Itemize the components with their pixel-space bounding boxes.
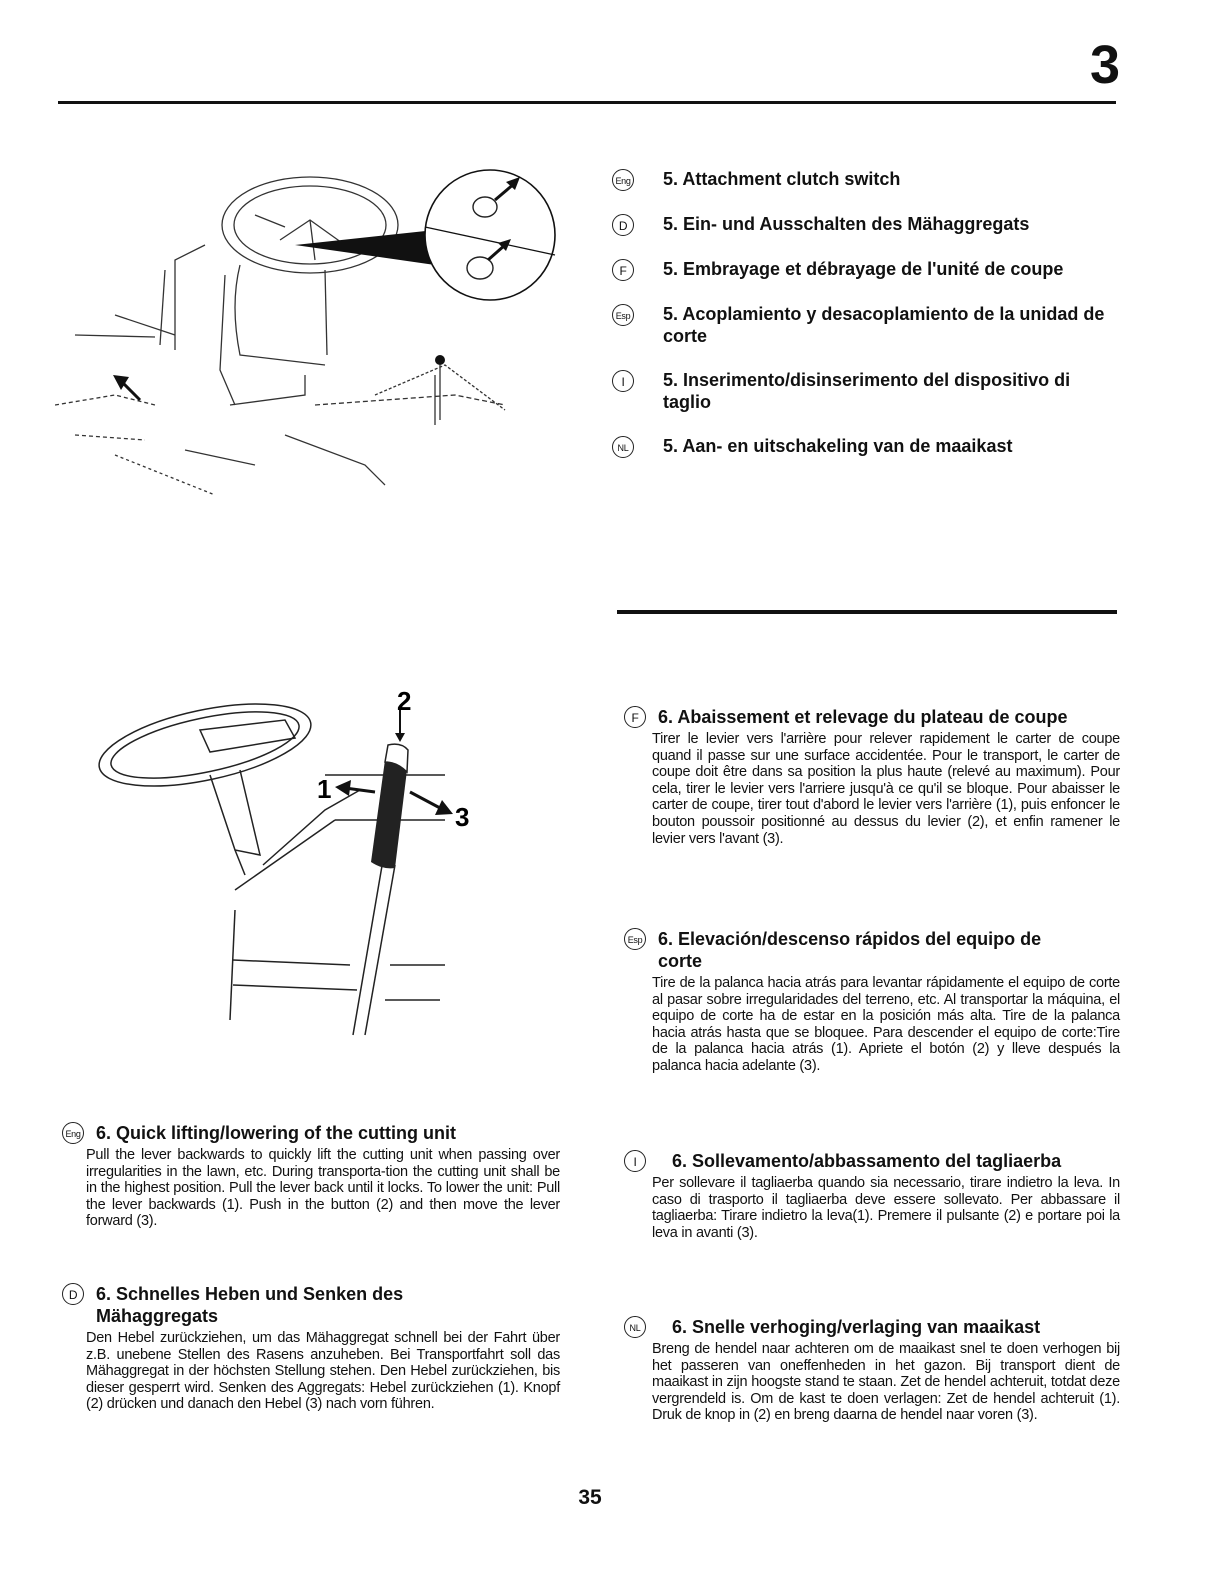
spanish-language-icon: Esp: [624, 928, 646, 950]
section-title: 6. Sollevamento/abbassamento del tagliaerba: [672, 1151, 1062, 1171]
german-language-icon: D: [612, 214, 634, 236]
lever-label-3: 3: [455, 802, 470, 832]
french-language-icon: F: [624, 706, 646, 728]
german-language-icon: D: [62, 1283, 84, 1305]
section-body: Den Hebel zurückziehen, um das Mähaggregat schnell bei der Fahrt über z.B. unebene Stellen des Rasens anzuheben. Bei Transportfahrt soll das Mähaggregat in der höchsten Stellung stehen. Den Hebel zurückziehen, bis dieser gesperrt wird. Senken des Aggregats: Hebel zurückziehen (1). Knopf (2) drücken und danach den Hebel (3) nach vorn führen.: [86, 1330, 560, 1413]
spanish-language-icon: Esp: [612, 304, 634, 326]
heading-title: 5. Ein- und Ausschalten des Mähaggregats: [663, 214, 1030, 234]
section-title: 6. Snelle verhoging/verlaging van maaikast: [672, 1317, 1041, 1337]
section-divider: [617, 610, 1117, 614]
section-title: 6. Elevación/descenso rápidos del equipo de corte: [658, 929, 1042, 971]
section-body: Tire de la palanca hacia atrás para levantar rápidamente el equipo de corte al pasar sobre irregularidades del terreno, etc. Al transportar la máquina, el equipo de corte ha de estar en la posición más alta. Tire de la palanca hacia atrás hasta que se bloquee. Para descender el equipo de corte:Tire de la palanca hacia atrás (1). Apriete el botón (2) y lleve después la palanca hacia adelante (3).: [652, 975, 1120, 1074]
heading-title: 5. Embrayage et débrayage de l'unité de coupe: [663, 259, 1064, 279]
dutch-language-icon: NL: [624, 1316, 646, 1338]
section-lifting-de: [62, 1283, 562, 1413]
section-lifting-fr: [624, 706, 1124, 847]
section-lifting-nl: [624, 1316, 1124, 1424]
section-lifting-eng: [62, 1122, 562, 1230]
heading-row-nl: [612, 435, 1122, 458]
section-body: Tirer le levier vers l'arrière pour relever rapidement le carter de coupe quand il passe sur une surface accidentée. Pour le transport, le carter de coupe doit être dans sa position la plus haute (relevé au maximum). Pour cela, tirer le levier vers l'arriere jusqu'à ce qu'il se bloque. Pour abaisser le carter de coupe, tirer tout d'abord le levier vers l'arrière (1), puis enfoncer le bouton poussoir positionné au dessus du levier (2), et enfin ramener le levier vers l'avant (3).: [652, 731, 1120, 847]
lift-lever-illustration: [95, 680, 495, 1040]
page-number: 35: [578, 1486, 602, 1509]
section-lifting-es: [624, 928, 1124, 1075]
english-language-icon: Eng: [62, 1122, 84, 1144]
attachment-switch-headings: [612, 168, 1122, 480]
heading-row-it: [612, 369, 1122, 413]
section-heading: [62, 1122, 562, 1144]
dutch-language-icon: NL: [612, 436, 634, 458]
italian-language-icon: I: [612, 370, 634, 392]
french-language-icon: F: [612, 259, 634, 281]
heading-title: 5. Inserimento/disinserimento del dispositivo di taglio: [663, 370, 1071, 412]
italian-language-icon: I: [624, 1150, 646, 1172]
section-body: Per sollevare il tagliaerba quando sia necessario, tirare indietro la leva. In caso di trasporto il tagliaerba deve essere sollevato. Per abbassare il tagliaerba: Tirare indietro la leva(1). Premere il pulsante (2) e portare poi la leva in avanti (3).: [652, 1175, 1120, 1241]
lever-label-2: 2: [397, 686, 412, 716]
section-lifting-it: [624, 1150, 1124, 1241]
section-heading: [624, 1150, 1124, 1172]
top-rule: [58, 101, 1116, 104]
section-heading: [624, 706, 1124, 728]
heading-row-eng: [612, 168, 1122, 191]
section-body: Pull the lever backwards to quickly lift the cutting unit when passing over irregularities in the lawn, etc. During transporta-tion the cutting unit shall be in the highest position. Pull the lever back until it locks. To lower the unit: Pull the lever backwards (1). Push in the button (2) and then move the lever forward (3).: [86, 1147, 560, 1230]
chapter-number: 3: [1089, 35, 1120, 95]
heading-row-es: [612, 303, 1122, 347]
heading-row-fr: [612, 258, 1122, 281]
heading-title: 5. Aan- en uitschakeling van de maaikast: [663, 436, 1013, 456]
attachment-switch-illustration: [55, 165, 565, 515]
section-heading: [624, 1316, 1124, 1338]
heading-title: 5. Attachment clutch switch: [663, 169, 901, 189]
lever-label-1: 1: [317, 774, 332, 804]
heading-title: 5. Acoplamiento y desacoplamiento de la unidad de corte: [663, 304, 1105, 346]
section-title: 6. Schnelles Heben und Senken des Mähaggregats: [96, 1284, 404, 1326]
heading-row-de: [612, 213, 1122, 236]
section-heading: [62, 1283, 562, 1327]
english-language-icon: Eng: [612, 169, 634, 191]
section-body: Breng de hendel naar achteren om de maaikast snel te doen verhogen bij het passeren van oneffenheden in het gazon. Bij transport dient de maaikast in zijn hoogste stand te staan. Zet de hendel achteruit, totdat deze vergrendeld is. Om de kast te doen verlagen: Zet de hendel achteruit (1). Druk de knop in (2) en breng daarna de hendel naar voren (3).: [652, 1341, 1120, 1424]
section-heading: [624, 928, 1124, 972]
section-title: 6. Abaissement et relevage du plateau de coupe: [658, 707, 1068, 727]
section-title: 6. Quick lifting/lowering of the cutting unit: [96, 1123, 456, 1143]
